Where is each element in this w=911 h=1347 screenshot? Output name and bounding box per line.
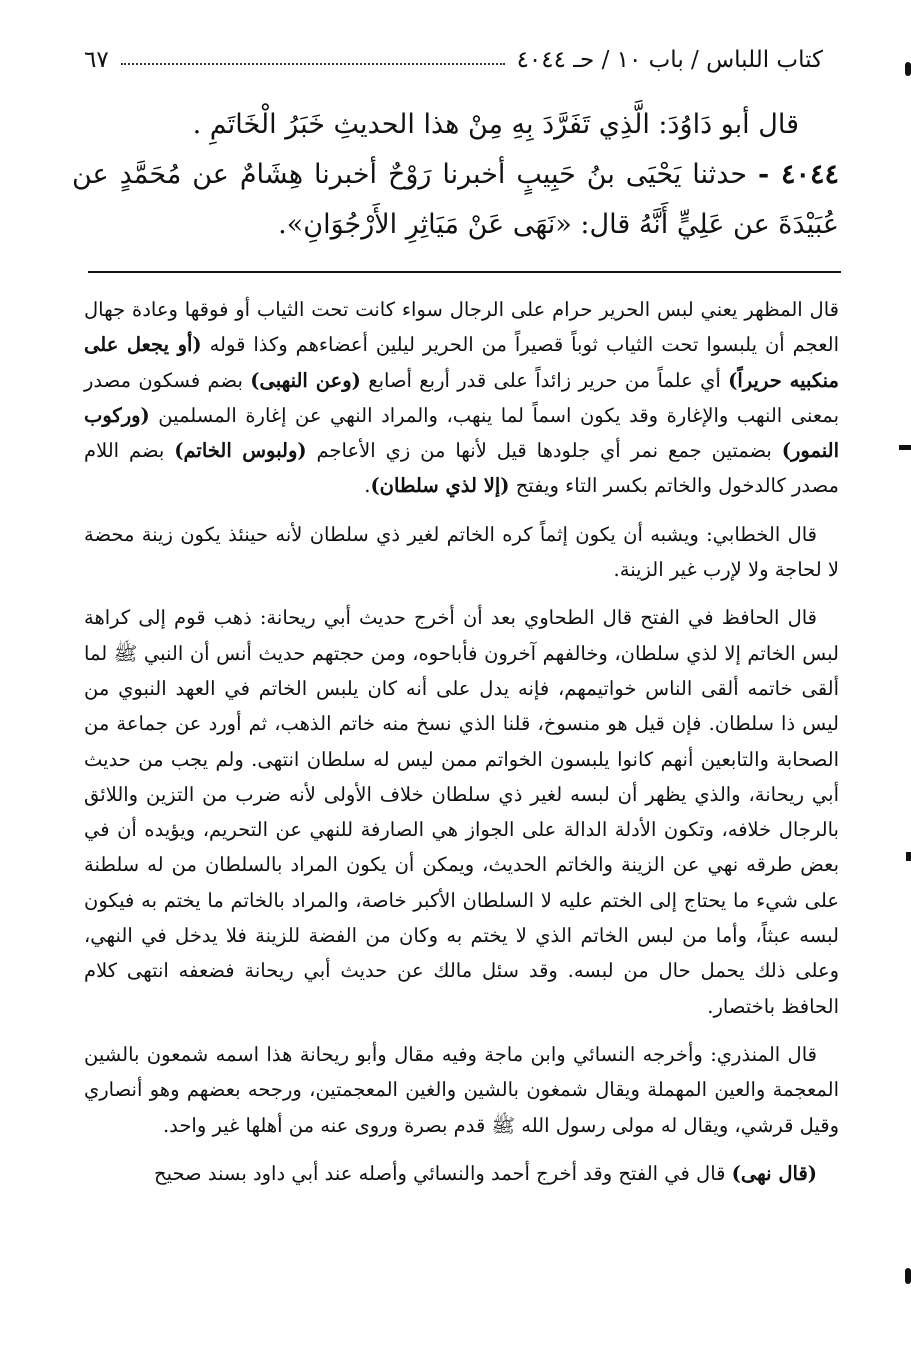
hadith-body: حدثنا يَحْيَى بنُ حَبِيبٍ أخبرنا رَوْحٌ أخبرنا هِشَامٌ عن مُحَمَّدٍ عن عُبَيْدَةَ عن عَلِيٍّ أَنَّهُ قال: «نَهَى عَنْ مَيَاثِرِ الأَرْجُوَانِ». <box>72 159 839 240</box>
hadith-number: ٤٠٤٤ - <box>758 159 839 190</box>
bold-phrase: (وعن النهبى) <box>250 368 361 392</box>
bold-phrase: (أو يجعل على منكبيه حريراً) <box>84 333 839 392</box>
commentary-paragraph-5: (قال نهى) قال في الفتح وقد أخرج أحمد والنسائي وأصله عند أبي داود بسند صحيح <box>154 1161 817 1185</box>
scan-edge-mark <box>905 62 911 76</box>
bold-phrase: (إلا لذي سلطان) <box>370 474 510 498</box>
running-title: كتاب اللباس / باب ١٠ / حـ ٤٠٤٤ <box>516 47 823 73</box>
commentary-paragraph-1: قال المظهر يعني لبس الحرير حرام على الرجال سواء كانت تحت الثياب أو فوقها وعادة جهال العجم أن يلبسوا تحت الثياب ثوباً قصيراً من الحرير ليلين أعضاءهم وكذا قوله (أو يجعل على منكبيه حريراً) أي علماً من حرير زائداً على قدر أربع أصابع (وعن النهبى) بضم فسكون مصدر بمعنى النهب والإغارة وقد يكون اسماً لما ينهب، والمراد النهي عن إغارة المسلمين (وركوب النمور) بضمتين جمع نمر أي جلودها قيل لأنها من زي الأعاجم (ولبوس الخاتم) بضم اللام مصدر كالدخول والخاتم بكسر التاء ويفتح (إلا لذي سلطان). <box>84 298 839 498</box>
commentary-paragraph-3: قال الحافظ في الفتح قال الطحاوي بعد أن أخرج حديث أبي ريحانة: ذهب قوم إلى كراهة لبس الخاتم إلا لذي سلطان، وخالفهم آخرون فأباحوه، ومن حجتهم حديث أنس أن النبي ﷺ لما ألقى خاتمه ألقى الناس خواتيمهم، فإنه يدل على أنه كان يلبس الخاتم في العهد النبوي من ليس ذا سلطان. فإن قيل هو منسوخ، قلنا الذي نسخ منه خاتم الذهب، ثم أورد عن جماعة من الصحابة والتابعين أنهم كانوا يلبسون الخواتم ممن ليس له سلطان انتهى. ولم يجب من حديث أبي ريحانة، والذي يظهر أن لبسه لغير ذي سلطان خلاف الأولى لأنه ضرب من التزين واللائق بالرجال خلافه، وتكون الأدلة الدالة على الجواز هي الصارفة للنهي عن التحريم، ويؤيده أن في بعض طرقه نهي عن الزينة والخاتم الحديث، ويمكن أن يكون المراد بالسلطان من له سلطنة على شيء ما يحتاج إلى الختم عليه لا السلطان الأكبر خاصة، والمراد بالخاتم ما يختم به فيكون لبسه عبثاً، وأما من لبس الخاتم الذي لا يختم به وكان من الفضة للزينة فلا يدخل في النهي، وعلى ذلك يحمل حال من لبسه. وقد سئل مالك عن حديث أبي ريحانة فضعفه انتهى كلام الحافظ باختصار. <box>84 606 839 1018</box>
bold-phrase: (قال نهى) <box>731 1161 817 1185</box>
scan-edge-mark <box>905 1268 911 1284</box>
hadith-text <box>72 150 839 250</box>
abu-dawud-note: قال أبو دَاوُدَ: الَّذِي تَفَرَّدَ بِهِ مِنْ هذا الحديثِ خَبَرُ الْخَاتَمِ . <box>192 109 799 140</box>
section-divider <box>88 271 841 273</box>
scan-edge-mark <box>899 445 911 450</box>
commentary-section <box>84 292 839 1204</box>
bold-phrase: (وركوب النمور) <box>84 403 839 463</box>
commentary-paragraph-2: قال الخطابي: ويشبه أن يكون إثماً كره الخاتم لغير ذي سلطان لأنه حينئذ يكون زينة محضة لا لحاجة ولا لإرب غير الزينة. <box>84 522 839 582</box>
hadith-section <box>72 100 839 250</box>
commentary-paragraph-4: قال المنذري: وأخرجه النسائي وابن ماجة وفيه مقال وأبو ريحانة هذا اسمه شمعون بالشين المعجمة والعين المهملة ويقال شمغون بالشين والغين المعجمتين، ورجحه بعضهم وهو أنصاري وقيل قرشي، ويقال له مولى رسول الله ﷺ قدم بصرة وروى عنه من أهلها غير واحد. <box>84 1042 839 1137</box>
bold-phrase: (ولبوس الخاتم) <box>174 439 307 463</box>
scan-edge-mark <box>906 852 911 861</box>
dotted-leader <box>121 63 505 65</box>
page-number: ٦٧ <box>84 47 109 73</box>
page-header <box>84 40 823 80</box>
